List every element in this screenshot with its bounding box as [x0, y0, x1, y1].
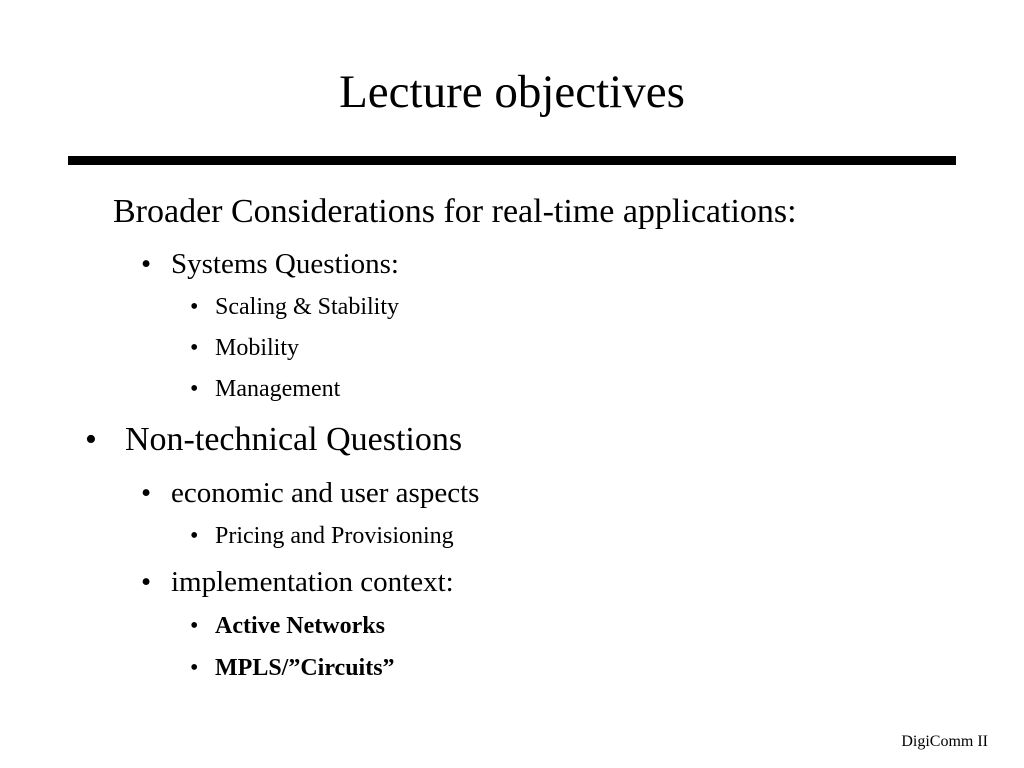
- bullet-icon: •: [85, 421, 97, 458]
- economic-user-aspects-item: economic and user aspects: [171, 477, 480, 509]
- bullet-icon: •: [141, 248, 152, 280]
- bullet-icon: •: [190, 376, 199, 402]
- bullet-icon: •: [190, 655, 199, 681]
- pricing-provisioning-item: Pricing and Provisioning: [215, 523, 454, 549]
- bullet-icon: •: [141, 477, 152, 509]
- systems-questions-item: Systems Questions:: [171, 248, 399, 280]
- mobility-item: Mobility: [215, 335, 300, 361]
- scaling-stability-item: Scaling & Stability: [215, 294, 399, 320]
- title-divider: [68, 156, 956, 165]
- active-networks-item: Active Networks: [215, 613, 385, 639]
- bullet-icon: •: [190, 294, 199, 320]
- lead-heading: Broader Considerations for real-time applications:: [113, 193, 797, 230]
- bullet-icon: •: [190, 335, 199, 361]
- non-technical-questions-item: Non-technical Questions: [125, 421, 463, 458]
- slide-title: Lecture objectives: [339, 66, 685, 118]
- mpls-circuits-item: MPLS/”Circuits”: [215, 655, 395, 681]
- bullet-icon: •: [190, 613, 199, 639]
- bullet-icon: •: [190, 523, 199, 549]
- management-item: Management: [215, 376, 341, 402]
- footer-label: DigiComm II: [901, 733, 988, 750]
- implementation-context-item: implementation context:: [171, 566, 454, 598]
- bullet-icon: •: [141, 566, 152, 598]
